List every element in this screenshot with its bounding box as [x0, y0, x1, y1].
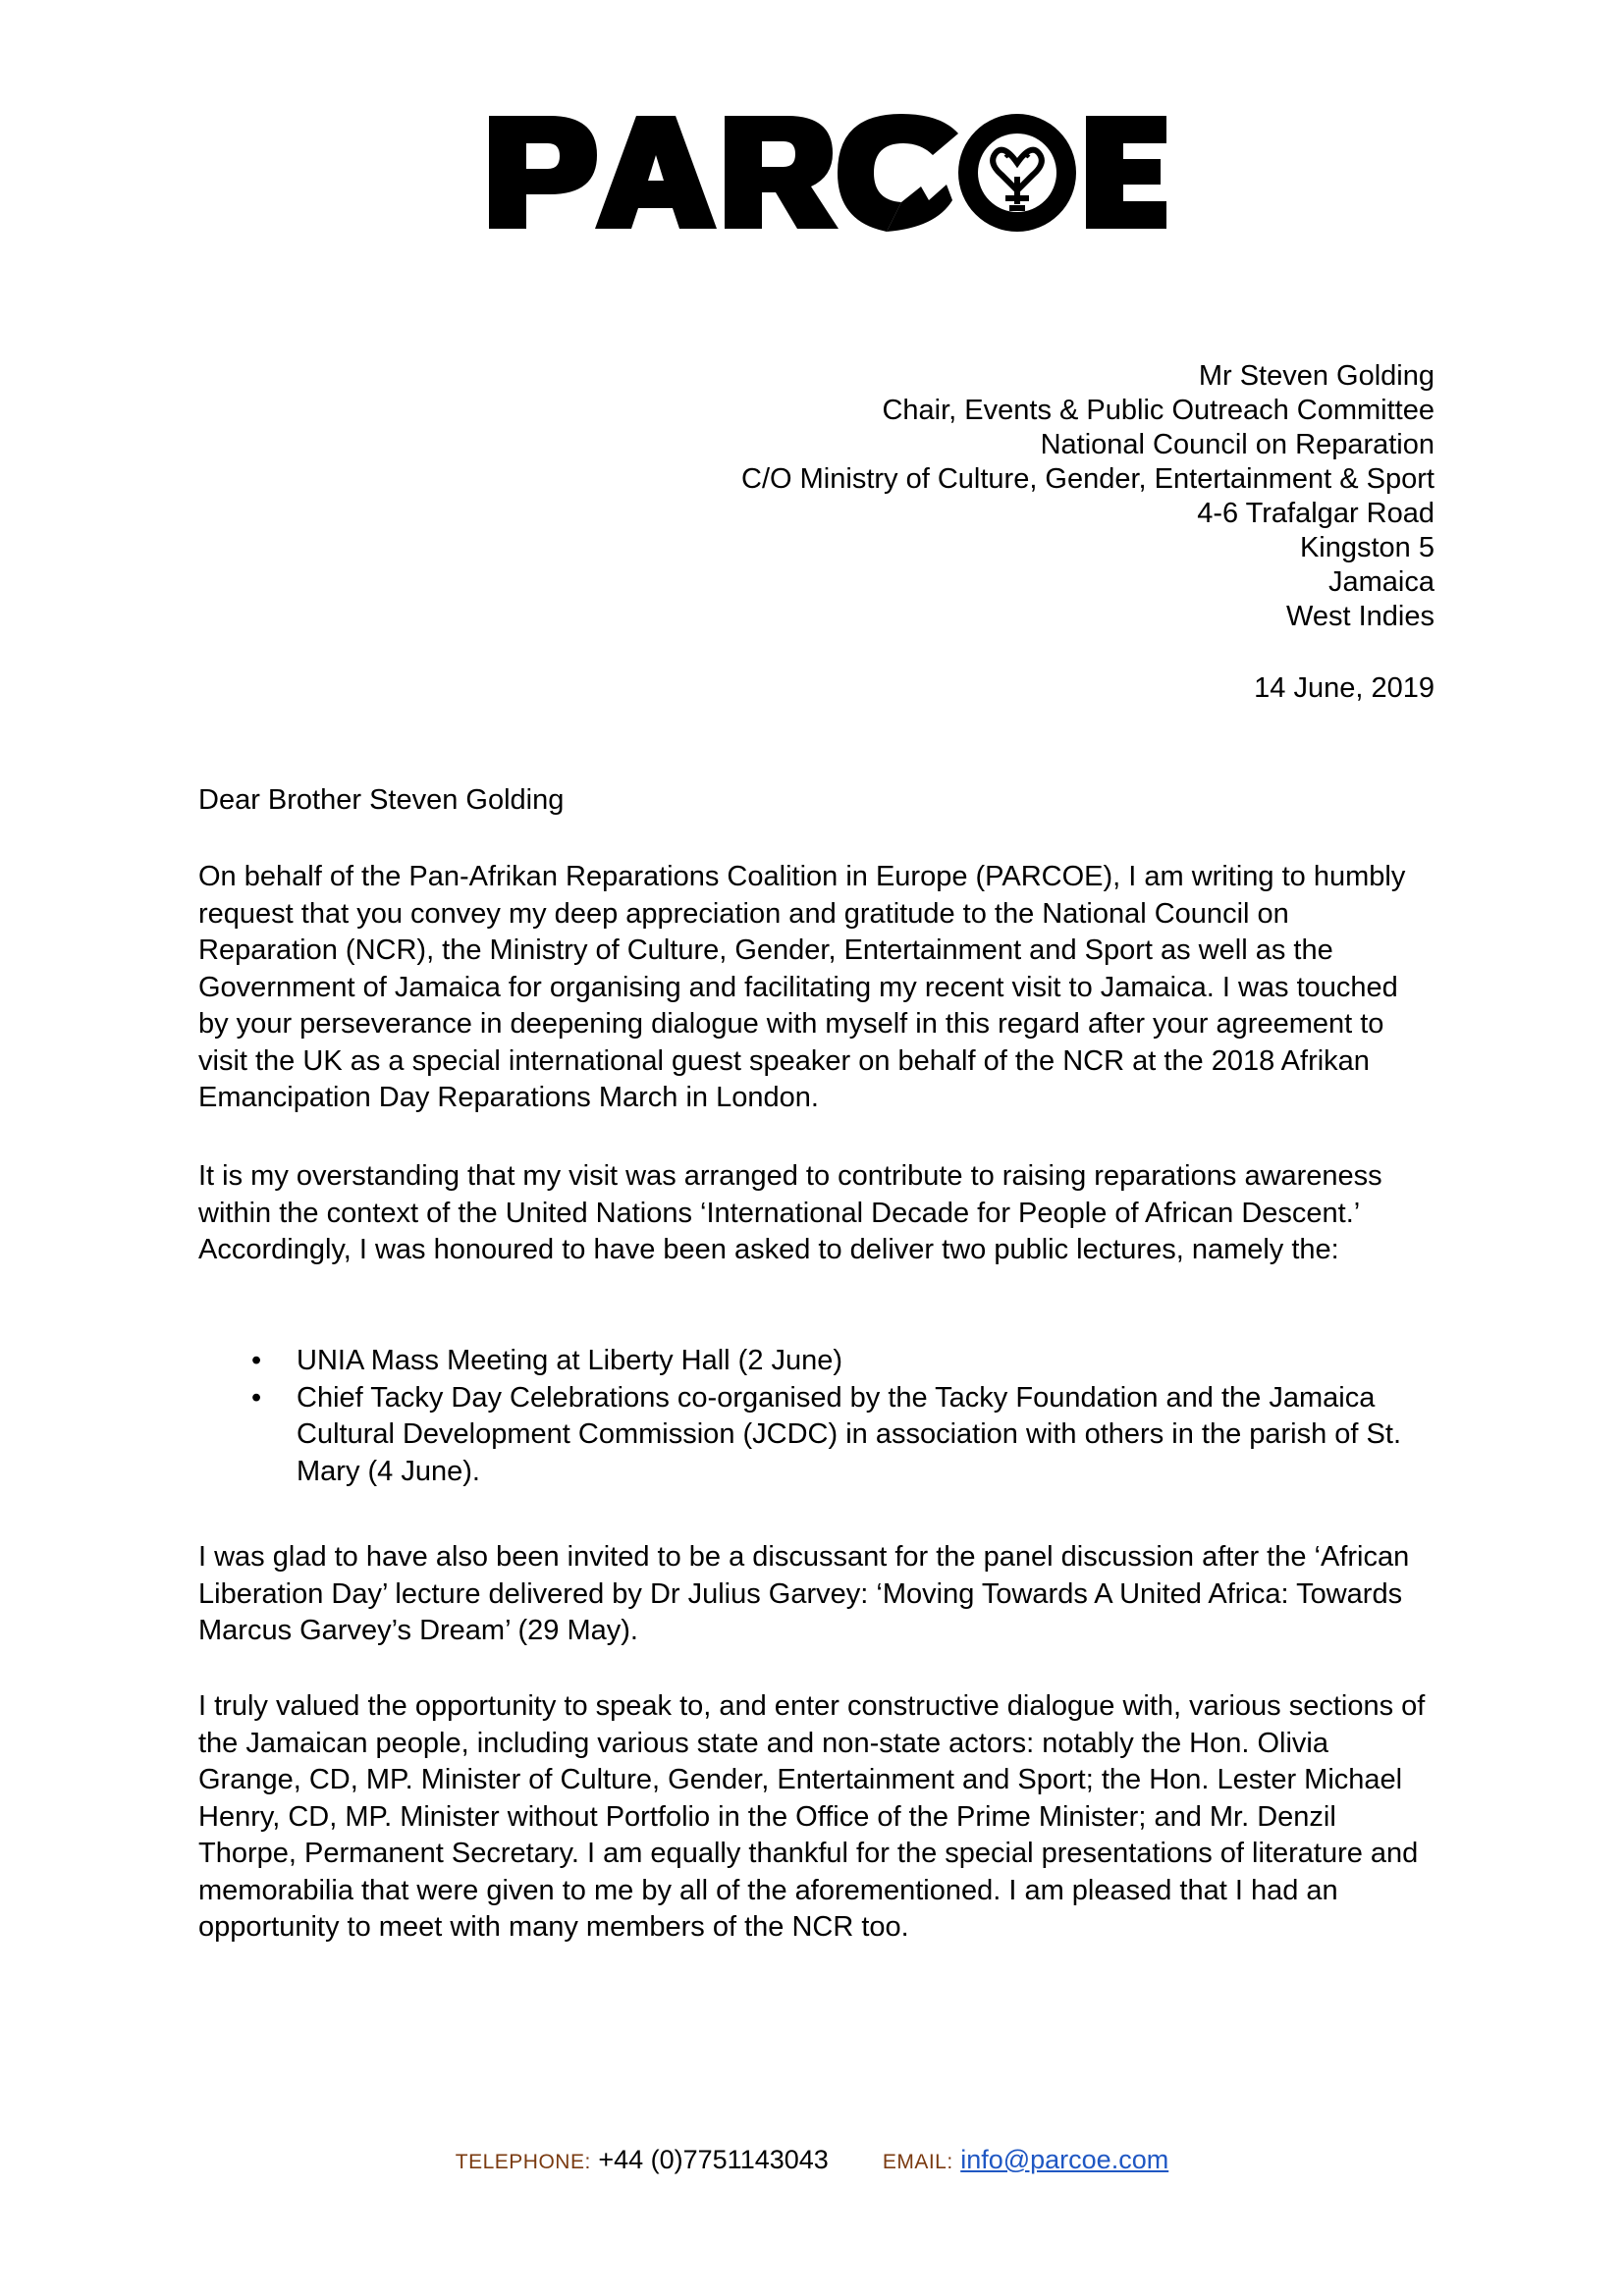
recipient-country: Jamaica: [1328, 566, 1435, 598]
paragraph-discussant: I was glad to have also been invited to be a discussant for the panel discussion after the ‘African Liberation Day’ lecture delivered by Dr Julius Garvey: ‘Moving Towards A United Africa: Towards Marcus Garvey’s Dream’ (29 May).: [198, 1541, 1410, 1646]
letter-date: 14 June, 2019: [1254, 672, 1435, 704]
bullet-icon: •: [251, 1345, 262, 1376]
recipient-title: Chair, Events & Public Outreach Committee: [882, 395, 1435, 426]
list-item-text: UNIA Mass Meeting at Liberty Hall (2 June): [297, 1345, 843, 1376]
letter-footer: [0, 2144, 1624, 2178]
parcoe-logo: [489, 106, 1166, 234]
recipient-region: West Indies: [1286, 601, 1435, 632]
telephone-label: TELEPHONE:: [455, 2151, 591, 2173]
paragraph-gratitude: I truly valued the opportunity to speak to, and enter constructive dialogue with, various sections of the Jamaican people, including various state and non-state actors: notably the Hon. Olivia Grange, CD, MP. Minister of Culture, Gender, Entertainment and Sport; the Hon. Lester Michael Henry, CD, MP. Minister without Portfolio in the Office of the Prime Minister; and Mr. Denzil Thorpe, Permanent Secretary. I am equally thankful for the special presentations of literature and memorabilia that were given to me by all of the aforementioned. I am pleased that I had an opportunity to meet with many members of the NCR too.: [198, 1690, 1426, 1943]
email-label: EMAIL:: [882, 2151, 953, 2173]
recipient-organisation: National Council on Reparation: [1040, 429, 1435, 460]
email-link[interactable]: info@parcoe.com: [960, 2145, 1169, 2174]
recipient-city: Kingston 5: [1299, 532, 1435, 563]
parcoe-logo-graphic: [489, 106, 1166, 234]
bullet-icon: •: [251, 1381, 262, 1414]
logo-text: PARCOE: [489, 106, 494, 107]
recipient-street: 4-6 Trafalgar Road: [1197, 498, 1435, 529]
list-item-text: Chief Tacky Day Celebrations co-organised by the Tacky Foundation and the Jamaica Cultural Development Commission (JCDC) in association with others in the parish of St. Mary (4 June).: [297, 1381, 1401, 1487]
lecture-list: [198, 1343, 1435, 1490]
paragraph-overstanding: It is my overstanding that my visit was arranged to contribute to raising reparations awareness within the context of the United Nations ‘International Decade for People of African Descent.’ Accordingly, I was honoured to have been asked to deliver two public lectures, namely the:: [198, 1160, 1382, 1265]
list-item: [198, 1380, 1435, 1491]
recipient-address: [741, 359, 1435, 634]
salutation: Dear Brother Steven Golding: [198, 784, 565, 816]
paragraph-intro: On behalf of the Pan-Afrikan Reparations Coalition in Europe (PARCOE), I am writing to humbly request that you convey my deep appreciation and gratitude to the National Council on Reparation (NCR), the Ministry of Culture, Gender, Entertainment and Sport as well as the Government of Jamaica for organising and facilitating my recent visit to Jamaica. I was touched by your perseverance in deepening dialogue with myself in this regard after your agreement to visit the UK as a special international guest speaker on behalf of the NCR at the 2018 Afrikan Emancipation Day Reparations March in London.: [198, 861, 1406, 1113]
telephone-number: +44 (0)7751143043: [598, 2145, 829, 2174]
list-item: [198, 1343, 1435, 1380]
recipient-care-of: C/O Ministry of Culture, Gender, Entertainment & Sport: [741, 463, 1435, 495]
recipient-name: Mr Steven Golding: [1198, 360, 1435, 392]
